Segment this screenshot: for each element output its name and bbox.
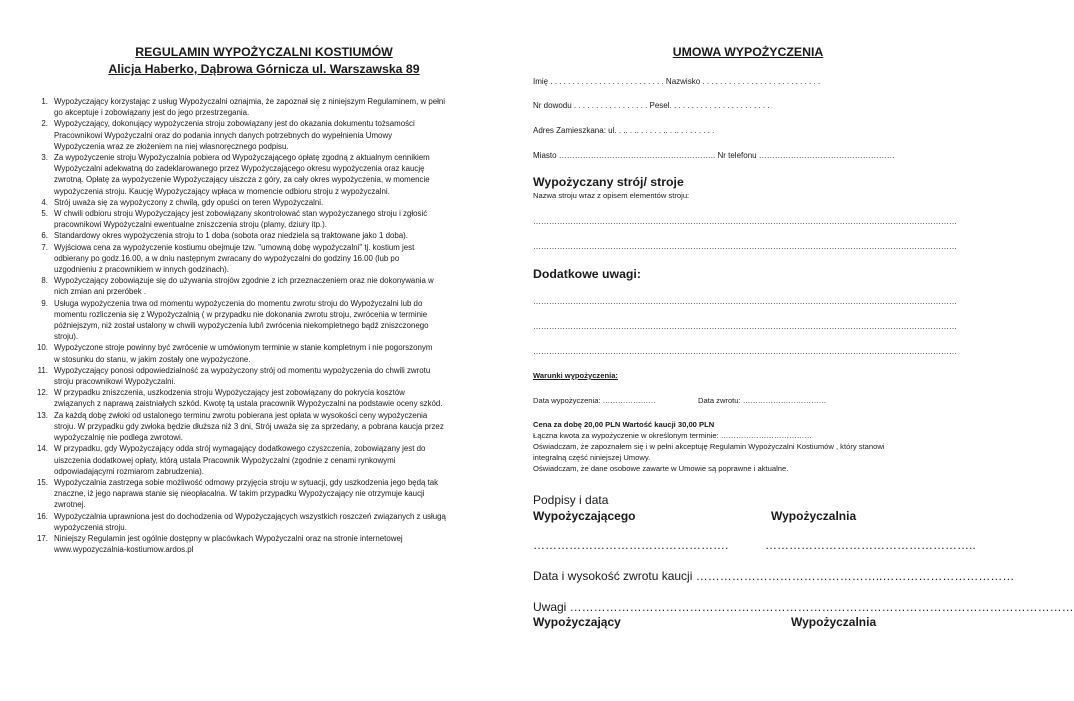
rule-number: 3. [41,153,48,163]
stroj-heading: Wypożyczany strój/ stroje [533,175,684,189]
rule-text-line: wypożyczalnię nie podlega zwrotowi. [54,433,183,443]
signature-wypozyczajacego[interactable]: …………………………………………. [533,538,729,552]
wypozyczalnia-label-1: Wypożyczalnia [771,509,857,523]
umowa-title: UMOWA WYPOŻYCZENIA [672,45,824,59]
rule-item [30,242,490,276]
rule-number: 17. [37,533,48,543]
stroj-line-1[interactable]: …………………………………………………………………………………………………………………………………………… [533,217,957,226]
regulamin-title [30,44,490,78]
wypozyczalnia-label-2: Wypożyczalnia [791,615,877,629]
rule-number: 8. [41,276,48,286]
rule-text-line: uzgodnieniu z pracownikiem w innych godzinach). [54,265,230,275]
rule-item [30,477,490,511]
rule-text-line: odbierany po godz.16.00, a w dniu następnym zwracany do wypożyczalni do godziny 16.00 (lub po [54,253,400,263]
rule-number: 11. [37,365,48,375]
rule-text-line: wypożyczenia stroju. Kaucję Wypożyczający wpłaca w momencie odbioru stroju z wypożyczalni. [54,186,390,196]
rule-item [30,342,490,364]
rule-item [30,118,490,152]
rule-text-line: Standardowy okres wypożyczenia stroju to 1 doba (sobota oraz niedziela są traktowane jako 1 doba). [54,231,408,241]
rule-number: 4. [41,197,48,207]
rule-text-line: go akceptuje i zobowiązany jest do jego przestrzegania. [54,108,250,118]
rule-item [30,365,490,387]
uwagi-heading: Dodatkowe uwagi: [533,267,641,281]
dowod-pesel-field[interactable]: Nr dowodu . . . . . . . . . . . . . . . . . Pesel. . . . . . . . . . . . . . . . . . . . . . . [533,101,770,110]
regulamin-title-line1: REGULAMIN WYPOŻYCZALNI KOSTIUMÓW [135,45,393,59]
adres-field[interactable]: Adres Zamieszkana: ul. . .. . .. . . . . . .. . .. . . . . . . . . [533,126,715,135]
rule-text-line: W przypadku zniszczenia, uszkodzenia stroju Wypożyczający jest zobowiązany do pokrycia kosztów [54,388,405,398]
rule-text-line: Wypożyczalnia zastrzega sobie możliwość odmowy przyjęcia stroju w sytuacji, gdy uszkodzenia jego będą tak [54,477,439,487]
regulamin-title-line2: Alicja Haberko, Dąbrowa Górnicza ul. Warszawska 89 [108,62,420,76]
rule-text-line: momentu rozliczenia się z Wypożyczalnią ( w przypadku nie dokonania zwrotu stroju, zwrócenia w terminie [54,309,428,319]
signature-wypozyczalnia[interactable]: …………………………………………….. [765,538,976,552]
rule-item [30,443,490,477]
rule-number: 12. [37,388,48,398]
oswiadczenie-regulamin-line2: integralną część niniejszej Umowy. [533,453,651,462]
rule-number: 5. [41,209,48,219]
rule-text-line: Usługa wypożyczenia trwa od momentu wypożyczenia do momentu zwrotu stroju do Wypożyczalni lub do [54,298,423,308]
rule-item [30,96,490,118]
rule-item [30,410,490,444]
rules-list [30,96,490,555]
rule-text-line: stroju. W przypadku gdy zwłoka będzie dłuższa niż 3 dni, Strój uważa się za sprzedany, a pobrana kaucja przez [54,421,444,431]
rule-text-line: znaczne, iż jego naprawa stanie się nieopłacalna. W takim przypadku Wypożyczający nie otrzymuje kaucji [54,489,425,499]
warunki-heading: Warunki wypożyczenia: [533,371,618,380]
rule-text-line: wypożyczenia stroju. [54,522,127,532]
data-wypozyczenia-field[interactable]: Data wypożyczenia: ………………… [533,396,656,405]
imie-nazwisko-field[interactable]: Imię . . . . . . . . . . . . . . . . . . . . . . . . . . Nazwisko . . . . . . . . . . . . . . . . . . . . . . . . . . . [533,77,821,86]
rule-text-line: Wypożyczenia wraz ze złożeniem na niej własnoręcznego podpisu. [54,141,289,151]
rule-text-line: W przypadku, gdy Wypożyczający odda strój wymagający dodatkowego czyszczenia, zobowiązany jest do [54,444,426,454]
rule-number: 13. [37,410,48,420]
rule-text-line: związanych z naprawą zaistniałych szkód. Kwotę tą ustala pracownik Wypożyczalni na podstawie oceny szkód. [54,399,443,409]
rule-text-line: zwrotną. Opłatę za wypożyczenie Wypożyczający uiszcza z góry, za cały okres wypożyczenia, w momencie [54,175,430,185]
rule-text-line: w stosunku do stanu, w jakim zostały one wypożyczone. [54,354,251,364]
data-zwrotu-field[interactable]: Data zwrotu: …………………………… [698,396,827,405]
uwagi-field[interactable]: Uwagi ……………………………………………………………………………………………………………… [533,600,1074,614]
laczna-kwota-field[interactable]: Łączna kwota za wypożyczenie w określonym terminie: ……………………………… [533,431,812,440]
rule-text-line: Strój uważa się za wypożyczony z chwilą, gdy opuści on teren Wypożyczalni. [54,197,324,207]
stroj-subheading: Nazwa stroju wraz z opisem elementów stroju: [533,191,690,200]
rule-text-line: Za każdą dobę zwłoki od ustalonego terminu zwrotu pobierana jest opłata w wysokości ceny wypożyczenia [54,410,428,420]
rule-text-line: Wypożyczalnia uprawniona jest do dochodzenia od Wypożyczających wszystkich roszczeń związanych z usługą [54,511,446,521]
rule-text-line: stroju). [54,332,79,342]
wypozyczajacego-label: Wypożyczającego [533,509,636,523]
umowa-column [533,0,1074,701]
rule-text-line: Wypożyczający ponosi odpowiedzialność za wypożyczony strój od momentu wypożyczenia do chwili zwrotu [54,365,431,375]
podpisy-heading: Podpisy i data [533,493,609,507]
rule-text-line: uiszczenia dodatkowej opłaty, którą ustala Pracownik Wypożyczalni (zgodnie z cenami rynkowymi [54,455,396,465]
rule-number: 1. [41,97,48,106]
uwagi-line-1[interactable]: …………………………………………………………………………………………………………………………………………… [533,297,957,306]
rule-text-line: zwrotnej. [54,500,86,510]
uwagi-line-3[interactable]: …………………………………………………………………………………………………………………………………………… [533,347,957,356]
rule-text-line: pracownikowi Wypożyczalni ewentualne zniszczenia stroju (plamy, dziury itp.). [54,220,327,230]
oswiadczenie-dane: Oświadczam, że dane osobowe zawarte w Umowie są poprawne i aktualne. [533,464,789,473]
rule-number: 7. [41,242,48,252]
rule-text-line: Za wypożyczenie stroju Wypożyczalnia pobiera od Wypożyczającego opłatę zgodną z aktualnym cennikiem [54,153,430,163]
rule-text-line: Wyjściowa cena za wypożyczenie kostiumu obejmuje tzw. "umowną dobę wypożyczalni" tj. kostium jest [54,242,415,252]
uwagi-line-2[interactable]: …………………………………………………………………………………………………………………………………………… [533,322,957,331]
rule-text-line: Niniejszy Regulamin jest ogólnie dostępny w placówkach Wypożyczalni oraz na stronie internetowej [54,533,403,543]
rule-text-line: późniejszym, niż został ustalony w chwili wypożyczenia lub/i zwrócenia niekompletnego bądź zniszczonego [54,321,429,331]
cena-line: Cena za dobę 20,00 PLN Wartość kaucji 30,00 PLN [533,420,715,429]
rule-item [30,197,490,208]
rule-item [30,387,490,409]
rule-number: 9. [41,298,48,308]
rule-text-line: Wypożyczone stroje powinny być zwrócenie w umówionym terminie w stanie kompletnym i nie pogorszonym [54,343,433,353]
rule-number: 16. [37,511,48,521]
wypozyczajacy-label: Wypożyczający [533,615,621,629]
rule-text-line: www.wypozyczalnia-kostiumow.ardos.pl [54,545,194,555]
rule-number: 14. [37,444,48,454]
rule-text-line: Wypożyczający, dokonujący wypożyczenia stroju zobowiązany jest do okazania dokumentu tożsamości [54,119,415,129]
rule-item [30,511,490,533]
miasto-telefon-field[interactable]: Miasto ………………………………………………….. Nr telefonu …………………………………………… [533,151,895,160]
rule-text-line: W chwili odbioru stroju Wypożyczający jest zobowiązany skontrolować stan wypożyczanego stroju i zgłosić [54,209,428,219]
rule-text-line: Wypożyczający zobowiązuje się do używania strojów zgodnie z ich przeznaczeniem oraz nie dokonywania w [54,276,434,286]
rule-item [30,152,490,197]
rule-item [30,230,490,241]
rule-text-line: stroju pracownikowi Wypożyczalni. [54,377,176,387]
rule-item [30,298,490,343]
rule-number: 2. [41,119,48,129]
rule-text-line: Pracownikowi Wypożyczalni oraz do podania innych danych potrzebnych do wypełnienia Umowy [54,130,393,140]
rule-text-line: Wypożyczalni adekwatną do zadeklarowanego przez Wypożyczającego okresu wypożyczenia oraz kaucję [54,164,425,174]
rule-number: 10. [37,343,48,353]
rule-item [30,275,490,297]
stroj-line-2[interactable]: …………………………………………………………………………………………………………………………………………… [533,242,957,251]
rule-item [30,208,490,230]
regulamin-column [30,0,490,555]
oswiadczenie-regulamin-line1: Oświadczam, że zapoznałem się i w pełni akceptuję Regulamin Wypożyczalni Kostiumów , który stanowi [533,442,885,451]
kaucja-zwrot-field[interactable]: Data i wysokość zwrotu kaucji ………………………………………..…………………………… [533,569,1015,583]
rule-text-line: nich zmian ani przeróbek . [54,287,147,297]
rule-text-line: odpowiadającymi rozmiarom zabrudzenia). [54,466,204,476]
rule-text-line: Wypożyczający korzystając z usług Wypożyczalni oznajmia, że zapoznał się z niniejszym Regulaminem, w pełni [54,97,446,106]
rule-number: 6. [41,231,48,241]
rule-item [30,533,490,555]
rule-number: 15. [37,477,48,487]
